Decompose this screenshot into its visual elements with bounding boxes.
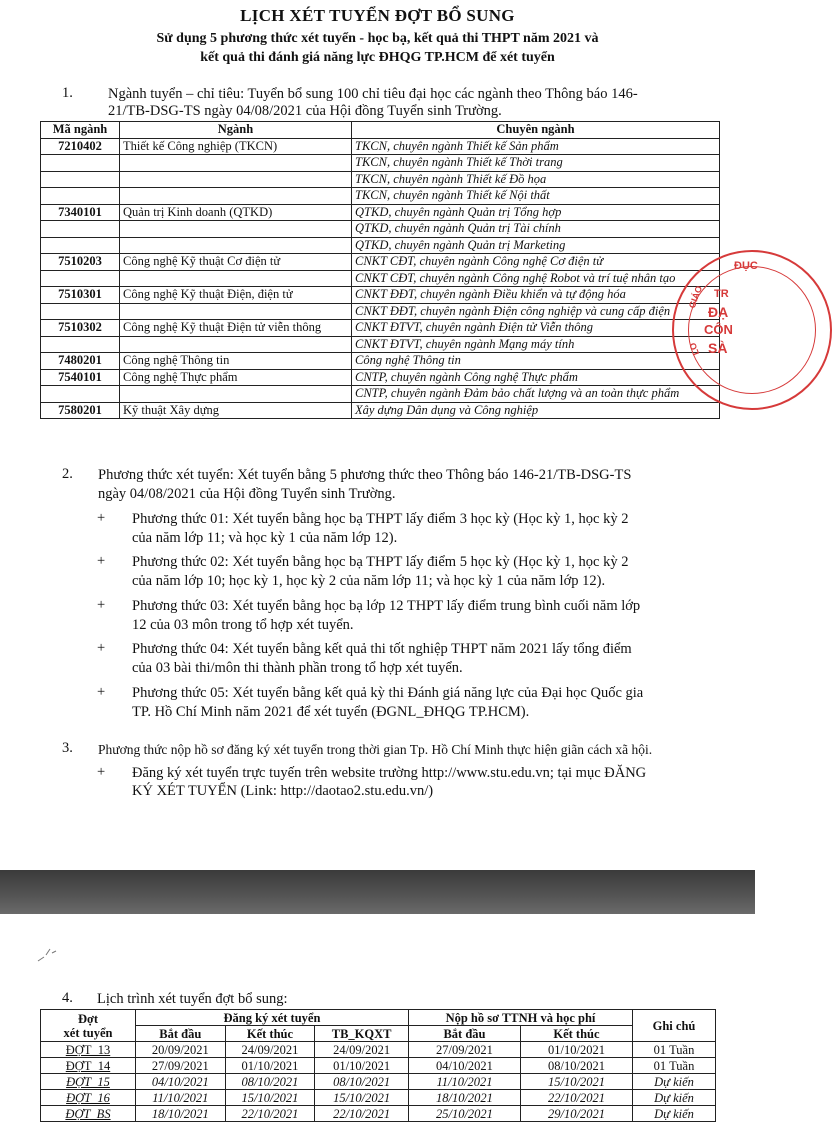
section-3-number: 3. (62, 740, 73, 756)
section-2-number: 2. (62, 466, 73, 482)
major-code-cell (41, 155, 120, 172)
document-title: LỊCH XÉT TUYỂN ĐỢT BỔ SUNG (240, 6, 515, 25)
scan-artifact-mark (36, 945, 60, 965)
major-code-cell (41, 171, 120, 188)
majors-table-row (41, 287, 720, 304)
specialization-cell: TKCN, chuyên ngành Thiết kế Sản phẩm (352, 138, 720, 155)
major-name-cell (120, 237, 352, 254)
schedule-row (41, 1042, 716, 1058)
majors-table-row (41, 188, 720, 205)
section-1-line-1: Ngành tuyển – chỉ tiêu: Tuyển bổ sung 100 chỉ tiêu đại học các ngành theo Thông báo 146- (108, 86, 638, 102)
schedule-header-ket-thuc-2: Kết thúc (520, 1026, 632, 1042)
schedule-result-cell: 01/10/2021 (315, 1058, 409, 1074)
method-3-line-1: Phương thức 03: Xét tuyển bằng học bạ lớp 12 THPT lấy điểm trung bình cuối năm lớp (132, 598, 641, 614)
schedule-start-cell: 27/09/2021 (136, 1058, 226, 1074)
method-2-line-1: Phương thức 02: Xét tuyển bằng học bạ THPT lấy điểm 5 học kỳ (Học kỳ 1, học kỳ 2 (132, 554, 629, 570)
header-nganh: Ngành (120, 122, 352, 139)
schedule-dot-cell: ĐỢT_14 (41, 1058, 136, 1074)
method-1-bullet: + (97, 510, 106, 526)
schedule-header-bat-dau-2: Bắt đầu (408, 1026, 520, 1042)
majors-table-row (41, 237, 720, 254)
specialization-cell: CNKT CĐT, chuyên ngành Công nghệ Cơ điện tử (352, 254, 720, 271)
schedule-end-cell: 08/10/2021 (225, 1074, 315, 1090)
specialization-cell: CNKT ĐTVT, chuyên ngành Mạng máy tính (352, 336, 720, 353)
header-ma-nganh: Mã ngành (41, 122, 120, 139)
schedule-result-cell: 08/10/2021 (315, 1074, 409, 1090)
method-3-line-2: 12 của 03 môn trong tổ hợp xét tuyển. (132, 617, 354, 633)
schedule-submit-start-cell: 11/10/2021 (408, 1074, 520, 1090)
major-code-cell (41, 303, 120, 320)
major-name-cell: Công nghệ Kỹ thuật Điện, điện tử (120, 287, 352, 304)
section-2-line-1: Phương thức xét tuyển: Xét tuyển bằng 5 phương thức theo Thông báo 146-21/TB-DSG-TS (98, 467, 632, 483)
major-code-cell: 7210402 (41, 138, 120, 155)
specialization-cell: Xây dựng Dân dụng và Công nghiệp (352, 402, 720, 419)
specialization-cell: QTKD, chuyên ngành Quản trị Tài chính (352, 221, 720, 238)
schedule-start-cell: 04/10/2021 (136, 1074, 226, 1090)
majors-table-row (41, 155, 720, 172)
method-4-bullet: + (97, 640, 106, 656)
specialization-cell: CNKT ĐĐT, chuyên ngành Điều khiển và tự động hóa (352, 287, 720, 304)
specialization-cell: Công nghệ Thông tin (352, 353, 720, 370)
schedule-header-bat-dau: Bắt đầu (136, 1026, 226, 1042)
schedule-header-nop-ho-so: Nộp hồ sơ TTNH và học phí (408, 1010, 632, 1026)
schedule-header-ket-thuc: Kết thúc (225, 1026, 315, 1042)
schedule-header-dang-ky: Đăng ký xét tuyển (136, 1010, 409, 1026)
official-seal (672, 250, 832, 410)
section-1-number: 1. (62, 85, 73, 101)
major-name-cell (120, 188, 352, 205)
seal-text-5: SÀ (708, 340, 728, 356)
specialization-cell: CNTP, chuyên ngành Công nghệ Thực phẩm (352, 369, 720, 386)
schedule-end-cell: 01/10/2021 (225, 1058, 315, 1074)
majors-table-row (41, 270, 720, 287)
seal-text-4: CÔN (704, 322, 733, 337)
major-code-cell: 7580201 (41, 402, 120, 419)
majors-table-row (41, 369, 720, 386)
schedule-submit-end-cell: 01/10/2021 (520, 1042, 632, 1058)
section-3-sub-line-1: Đăng ký xét tuyển trực tuyến trên website trường http://www.stu.edu.vn; tại mục ĐĂNG (132, 765, 647, 781)
majors-table-header (41, 122, 720, 139)
schedule-note-cell: Dự kiến (633, 1090, 716, 1106)
schedule-dot-cell: ĐỢT_15 (41, 1074, 136, 1090)
document-subtitle-line-1: Sử dụng 5 phương thức xét tuyển - học bạ, kết quả thi THPT năm 2021 và (156, 31, 599, 46)
method-1-line-2: của năm lớp 11; và học kỳ 1 của năm lớp 12). (132, 530, 398, 546)
schedule-row (41, 1058, 716, 1074)
major-name-cell (120, 221, 352, 238)
major-code-cell: 7510203 (41, 254, 120, 271)
major-name-cell: Thiết kế Công nghiệp (TKCN) (120, 138, 352, 155)
majors-table-row (41, 353, 720, 370)
document-subtitle-line-2: kết quả thi đánh giá năng lực ĐHQG TP.HCM để xét tuyển (200, 50, 555, 65)
schedule-start-cell: 20/09/2021 (136, 1042, 226, 1058)
schedule-header-ghi-chu: Ghi chú (633, 1010, 716, 1042)
method-1-line-1: Phương thức 01: Xét tuyển bằng học bạ THPT lấy điểm 3 học kỳ (Học kỳ 1, học kỳ 2 (132, 511, 629, 527)
major-name-cell: Công nghệ Kỹ thuật Cơ điện tử (120, 254, 352, 271)
schedule-row (41, 1074, 716, 1090)
section-3-line-1: Phương thức nộp hồ sơ đăng ký xét tuyển trong thời gian Tp. Hồ Chí Minh thực hiện giãn cách xã hội. (98, 742, 653, 757)
schedule-note-cell: Dự kiến (633, 1074, 716, 1090)
seal-text-2: TR (714, 288, 729, 300)
schedule-dot-cell: ĐỢT_BS (41, 1106, 136, 1122)
major-code-cell (41, 336, 120, 353)
schedule-submit-end-cell: 29/10/2021 (520, 1106, 632, 1122)
major-name-cell: Công nghệ Thực phẩm (120, 369, 352, 386)
schedule-row (41, 1090, 716, 1106)
schedule-table (40, 1009, 716, 1122)
section-4-number: 4. (62, 990, 73, 1006)
majors-table-row (41, 138, 720, 155)
schedule-submit-end-cell: 08/10/2021 (520, 1058, 632, 1074)
seal-text-3: ĐẠ (708, 304, 729, 320)
major-name-cell: Công nghệ Thông tin (120, 353, 352, 370)
schedule-submit-start-cell: 27/09/2021 (408, 1042, 520, 1058)
major-name-cell (120, 171, 352, 188)
specialization-cell: CNKT ĐTVT, chuyên ngành Điện tử Viễn thông (352, 320, 720, 337)
schedule-submit-start-cell: 04/10/2021 (408, 1058, 520, 1074)
schedule-submit-start-cell: 18/10/2021 (408, 1090, 520, 1106)
majors-table-row (41, 303, 720, 320)
schedule-note-cell: 01 Tuần (633, 1058, 716, 1074)
header-chuyen-nganh: Chuyên ngành (352, 122, 720, 139)
schedule-result-cell: 15/10/2021 (315, 1090, 409, 1106)
schedule-header-tb-kqxt: TB_KQXT (315, 1026, 409, 1042)
majors-table-row (41, 336, 720, 353)
schedule-header-dot (41, 1010, 136, 1042)
specialization-cell: TKCN, chuyên ngành Thiết kế Nội thất (352, 188, 720, 205)
majors-table-row (41, 402, 720, 419)
specialization-cell: QTKD, chuyên ngành Quản trị Tổng hợp (352, 204, 720, 221)
schedule-note-cell: Dự kiến (633, 1106, 716, 1122)
schedule-row (41, 1106, 716, 1122)
major-code-cell: 7510302 (41, 320, 120, 337)
majors-table-row (41, 320, 720, 337)
schedule-note-cell: 01 Tuần (633, 1042, 716, 1058)
major-name-cell (120, 303, 352, 320)
major-name-cell (120, 336, 352, 353)
major-code-cell: 7510301 (41, 287, 120, 304)
schedule-header-dot-line-1: Đợt (77, 1011, 99, 1026)
method-5-line-1: Phương thức 05: Xét tuyển bằng kết quả kỳ thi Đánh giá năng lực của Đại học Quốc gia (132, 685, 644, 701)
major-code-cell: 7340101 (41, 204, 120, 221)
major-name-cell (120, 270, 352, 287)
schedule-header-dot-line-2: xét tuyển (63, 1025, 113, 1040)
major-code-cell (41, 386, 120, 403)
majors-table-row (41, 254, 720, 271)
section-2-line-2: ngày 04/08/2021 của Hội đồng Tuyển sinh Trường. (98, 486, 396, 502)
major-code-cell: 7480201 (41, 353, 120, 370)
method-4-line-2: của 03 bài thi/môn thi thành phần trong tổ hợp xét tuyển. (132, 660, 463, 676)
majors-table-row (41, 171, 720, 188)
method-2-bullet: + (97, 553, 106, 569)
schedule-end-cell: 24/09/2021 (225, 1042, 315, 1058)
method-5-line-2: TP. Hồ Chí Minh năm 2021 để xét tuyển (ĐGNL_ĐHQG TP.HCM). (132, 704, 530, 720)
method-4-line-1: Phương thức 04: Xét tuyển bằng kết quả thi tốt nghiệp THPT năm 2021 lấy tổng điểm (132, 641, 632, 657)
section-1-line-2: 21/TB-DSG-TS ngày 04/08/2021 của Hội đồng Tuyển sinh Trường. (108, 103, 502, 119)
method-2-line-2: của năm lớp 10; học kỳ 1, học kỳ 2 của năm lớp 11; và học kỳ 1 của năm lớp 12). (132, 573, 606, 589)
major-code-cell (41, 188, 120, 205)
seal-text-7: LO (687, 341, 702, 357)
schedule-result-cell: 24/09/2021 (315, 1042, 409, 1058)
schedule-start-cell: 11/10/2021 (136, 1090, 226, 1106)
specialization-cell: CNKT CĐT, chuyên ngành Công nghệ Robot và trí tuệ nhân tạo (352, 270, 720, 287)
major-code-cell (41, 221, 120, 238)
major-name-cell: Quản trị Kinh doanh (QTKD) (120, 204, 352, 221)
major-name-cell: Kỹ thuật Xây dựng (120, 402, 352, 419)
major-code-cell: 7540101 (41, 369, 120, 386)
major-name-cell: Công nghệ Kỹ thuật Điện tử viễn thông (120, 320, 352, 337)
majors-table-row (41, 221, 720, 238)
schedule-submit-start-cell: 25/10/2021 (408, 1106, 520, 1122)
section-3-bullet: + (97, 764, 106, 780)
seal-text-1: ĐỤC (734, 260, 758, 272)
major-code-cell (41, 237, 120, 254)
specialization-cell: CNTP, chuyên ngành Đảm bảo chất lượng và an toàn thực phẩm (352, 386, 720, 403)
schedule-end-cell: 15/10/2021 (225, 1090, 315, 1106)
schedule-dot-cell: ĐỢT_13 (41, 1042, 136, 1058)
schedule-start-cell: 18/10/2021 (136, 1106, 226, 1122)
specialization-cell: CNKT ĐĐT, chuyên ngành Điện công nghiệp và cung cấp điện (352, 303, 720, 320)
majors-table-row (41, 204, 720, 221)
seal-text-6: GIÁO (686, 284, 705, 310)
major-name-cell (120, 386, 352, 403)
schedule-submit-end-cell: 15/10/2021 (520, 1074, 632, 1090)
major-name-cell (120, 155, 352, 172)
method-3-bullet: + (97, 597, 106, 613)
section-4-title: Lịch trình xét tuyển đợt bổ sung: (97, 991, 288, 1007)
page-break (0, 870, 755, 914)
specialization-cell: TKCN, chuyên ngành Thiết kế Đồ họa (352, 171, 720, 188)
schedule-end-cell: 22/10/2021 (225, 1106, 315, 1122)
section-3-sub-line-2: KÝ XÉT TUYỂN (Link: http://daotao2.stu.edu.vn/) (132, 783, 434, 799)
schedule-result-cell: 22/10/2021 (315, 1106, 409, 1122)
majors-table (40, 121, 720, 419)
schedule-submit-end-cell: 22/10/2021 (520, 1090, 632, 1106)
method-5-bullet: + (97, 684, 106, 700)
major-code-cell (41, 270, 120, 287)
specialization-cell: TKCN, chuyên ngành Thiết kế Thời trang (352, 155, 720, 172)
majors-table-row (41, 386, 720, 403)
specialization-cell: QTKD, chuyên ngành Quản trị Marketing (352, 237, 720, 254)
schedule-dot-cell: ĐỢT_16 (41, 1090, 136, 1106)
